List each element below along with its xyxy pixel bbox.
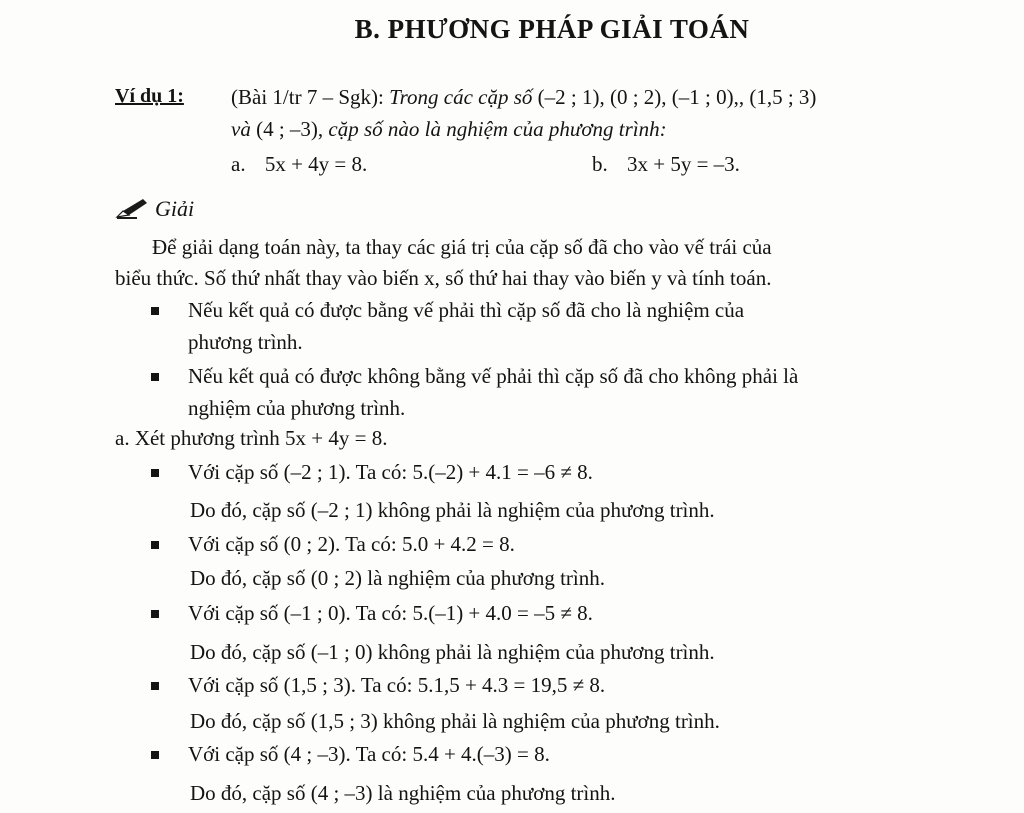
- case-check: Với cặp số (–2 ; 1). Ta có: 5.(–2) + 4.1 = –6 ≠ 8.: [188, 460, 593, 484]
- example-question-text: Trong các cặp số: [389, 85, 533, 109]
- rule-1-line-1: Nếu kết quả có được bằng vế phải thì cặp số đã cho là nghiệm của: [188, 298, 745, 322]
- case-result: Do đó, cặp số (–2 ; 1) không phải là nghiệm của phương trình.: [190, 498, 715, 522]
- bullet-icon: [151, 307, 159, 315]
- example-question-and: và: [231, 117, 257, 141]
- bullet-icon: [151, 541, 159, 549]
- option-b: [592, 152, 740, 177]
- rule-1-line-2: phương trình.: [188, 330, 303, 354]
- case-check: Với cặp số (–1 ; 0). Ta có: 5.(–1) + 4.0 = –5 ≠ 8.: [188, 601, 593, 625]
- bullet-icon: [151, 469, 159, 477]
- case-result: Do đó, cặp số (0 ; 2) là nghiệm của phương trình.: [190, 566, 605, 590]
- example-prompt-line-2: [231, 117, 667, 142]
- option-a-equation: 5x + 4y = 8.: [264, 152, 368, 176]
- example-prompt-line-1: [231, 85, 816, 110]
- bullet-icon: [151, 682, 159, 690]
- bullet-icon: [151, 373, 159, 381]
- intro-line-2: biểu thức. Số thứ nhất thay vào biến x, số thứ hai thay vào biến y và tính toán.: [115, 266, 772, 290]
- option-b-equation: 3x + 5y = –3.: [627, 152, 740, 176]
- option-a: [231, 152, 367, 177]
- example-question-tail: cặp số nào là nghiệm của phương trình:: [328, 117, 667, 141]
- case-result: Do đó, cặp số (4 ; –3) là nghiệm của phương trình.: [190, 781, 616, 805]
- bullet-icon: [151, 751, 159, 759]
- part-a-heading: a. Xét phương trình 5x + 4y = 8.: [115, 426, 388, 450]
- bullet-icon: [151, 610, 159, 618]
- option-b-label: b.: [592, 152, 608, 176]
- option-a-label: a.: [231, 152, 246, 176]
- case-check: Với cặp số (4 ; –3). Ta có: 5.4 + 4.(–3) = 8.: [188, 742, 550, 766]
- example-last-pair: (4 ; –3),: [256, 117, 329, 141]
- case-result: Do đó, cặp số (–1 ; 0) không phải là nghiệm của phương trình.: [190, 640, 715, 664]
- rule-2-line-1: Nếu kết quả có được không bằng vế phải thì cặp số đã cho không phải là: [188, 364, 799, 388]
- example-source: (Bài 1/tr 7 – Sgk):: [231, 85, 390, 109]
- case-check: Với cặp số (0 ; 2). Ta có: 5.0 + 4.2 = 8.: [188, 532, 515, 556]
- case-result: Do đó, cặp số (1,5 ; 3) không phải là nghiệm của phương trình.: [190, 709, 720, 733]
- solution-heading-text: Giải: [155, 196, 195, 221]
- case-check: Với cặp số (1,5 ; 3). Ta có: 5.1,5 + 4.3 = 19,5 ≠ 8.: [188, 673, 606, 697]
- rule-2-line-2: nghiệm của phương trình.: [188, 396, 406, 420]
- example-pairs: (–2 ; 1), (0 ; 2), (–1 ; 0),, (1,5 ; 3): [532, 85, 817, 109]
- pencil-icon: [115, 197, 149, 219]
- example-label: Ví dụ 1:: [115, 85, 184, 107]
- solution-heading: [115, 196, 194, 222]
- intro-line-1: Để giải dạng toán này, ta thay các giá trị của cặp số đã cho vào vế trái của: [152, 235, 772, 259]
- page-title: B. PHƯƠNG PHÁP GIẢI TOÁN: [354, 14, 750, 44]
